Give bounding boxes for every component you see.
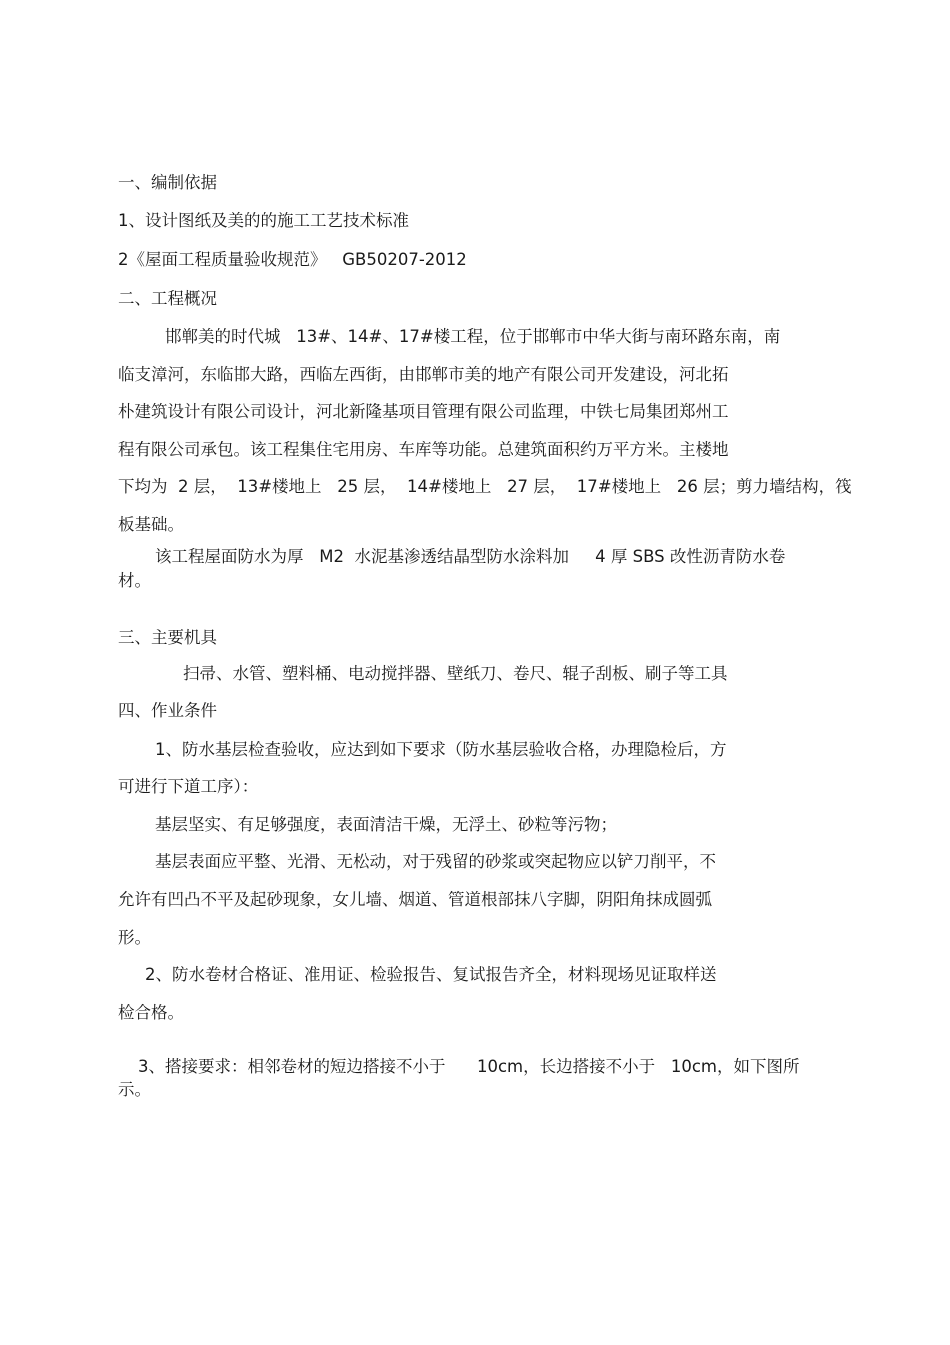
overview-line-4: 程有限公司承包。该工程集住宅用房、车库等功能。总建筑面积约万平方米。主楼地 <box>118 440 729 459</box>
condition-2-line-2: 检合格。 <box>118 1003 184 1022</box>
tools-list: 扫帚、水管、塑料桶、电动搅拌器、壁纸刀、卷尺、辊子刮板、刷子等工具 <box>183 664 728 683</box>
condition-1-line-2: 可进行下道工序）： <box>118 777 259 796</box>
basis-item-1: 1、设计图纸及美的的施工工艺技术标准 <box>118 211 409 230</box>
overview-line-3: 朴建筑设计有限公司设计，河北新隆基项目管理有限公司监理，中铁七局集团郑州工 <box>118 402 729 421</box>
overview-line-1: 邯郸美的时代城 13#、14#、17#楼工程，位于邯郸市中华大街与南环路东南，南 <box>165 327 781 346</box>
condition-3-line-1: 3、搭接要求：相邻卷材的短边搭接不小于 10cm，长边搭接不小于 10cm，如下图所 <box>138 1057 800 1076</box>
waterproof-line-1: 该工程屋面防水为厚 M2 水泥基渗透结晶型防水涂料加 4 厚 SBS 改性沥青防水卷 <box>155 547 786 566</box>
waterproof-line-2: 材。 <box>118 571 151 590</box>
section-heading-3: 三、主要机具 <box>118 628 217 647</box>
section-heading-1: 一、编制依据 <box>118 173 217 192</box>
requirement-1: 基层坚实、有足够强度，表面清洁干燥，无浮土、砂粒等污物； <box>155 815 617 834</box>
overview-line-5: 下均为 2 层， 13#楼地上 25 层， 14#楼地上 27 层， 17#楼地上 26 层；剪力墙结构，筏 <box>118 477 852 496</box>
requirement-2-line-2: 允许有凹凸不平及起砂现象，女儿墙、烟道、管道根部抹八字脚，阴阳角抹成圆弧 <box>118 890 712 909</box>
section-heading-2: 二、工程概况 <box>118 289 217 308</box>
condition-2-line-1: 2、防水卷材合格证、准用证、检验报告、复试报告齐全，材料现场见证取样送 <box>145 965 717 984</box>
condition-3-line-2: 示。 <box>118 1080 151 1099</box>
section-heading-4: 四、作业条件 <box>118 701 217 720</box>
basis-item-2: 2《屋面工程质量验收规范》 GB50207-2012 <box>118 250 467 269</box>
condition-1-line-1: 1、防水基层检查验收，应达到如下要求（防水基层验收合格，办理隐检后，方 <box>155 740 727 759</box>
overview-line-2: 临支漳河，东临邯大路，西临左西街，由邯郸市美的地产有限公司开发建设，河北拓 <box>118 365 729 384</box>
overview-line-6: 板基础。 <box>118 515 184 534</box>
requirement-2-line-3: 形。 <box>118 928 151 947</box>
requirement-2-line-1: 基层表面应平整、光滑、无松动，对于残留的砂浆或突起物应以铲刀削平，不 <box>155 852 716 871</box>
